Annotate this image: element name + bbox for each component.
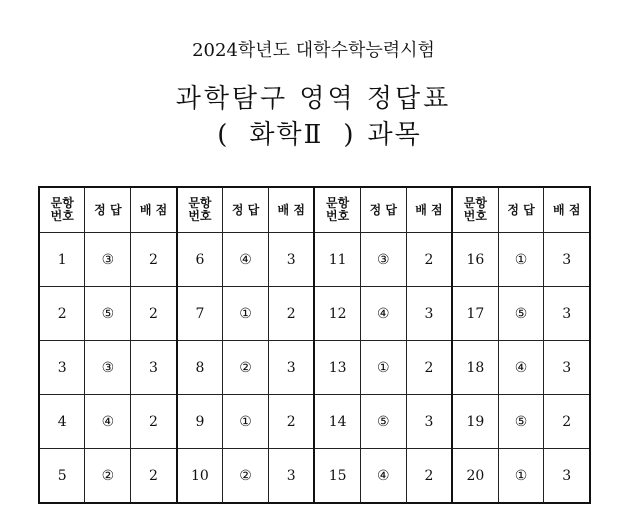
answer-value: ⑤: [498, 395, 544, 449]
points-value: 3: [544, 449, 590, 504]
answer-value: ④: [360, 287, 406, 341]
answer-value: ④: [498, 341, 544, 395]
points-value: 3: [269, 233, 315, 287]
subject-line: [0, 114, 627, 151]
question-number-header: 문항 번호: [177, 187, 223, 233]
question-number: 3: [39, 341, 85, 395]
points-value: 2: [406, 449, 452, 504]
answer-value: ②: [223, 341, 269, 395]
points-value: 2: [269, 287, 315, 341]
question-number: 20: [452, 449, 498, 504]
points-value: 3: [544, 341, 590, 395]
answer-value: ①: [360, 341, 406, 395]
question-number-header: 문항 번호: [452, 187, 498, 233]
answer-value: ②: [85, 449, 131, 504]
question-number-header: 문항 번호: [39, 187, 85, 233]
question-number: 1: [39, 233, 85, 287]
points-header: 배 점: [406, 187, 452, 233]
question-number: 10: [177, 449, 223, 504]
points-value: 2: [131, 233, 177, 287]
points-value: 2: [406, 233, 452, 287]
question-number: 14: [314, 395, 360, 449]
exam-title: 2024학년도 대학수학능력시험: [192, 40, 435, 61]
question-number: 16: [452, 233, 498, 287]
question-number: 6: [177, 233, 223, 287]
answer-value: ④: [85, 395, 131, 449]
points-header: 배 점: [544, 187, 590, 233]
table-row: [39, 449, 590, 504]
question-number-header: 문항 번호: [314, 187, 360, 233]
answer-header: 정 답: [223, 187, 269, 233]
answer-value: ⑤: [498, 287, 544, 341]
answer-value: ③: [85, 233, 131, 287]
question-number: 18: [452, 341, 498, 395]
answer-value: ⑤: [85, 287, 131, 341]
answer-header: 정 답: [85, 187, 131, 233]
points-value: 2: [269, 395, 315, 449]
question-number: 5: [39, 449, 85, 504]
points-value: 3: [131, 341, 177, 395]
question-number: 2: [39, 287, 85, 341]
answer-header: 정 답: [498, 187, 544, 233]
subject-name: 화학Ⅱ: [249, 120, 324, 150]
answer-value: ①: [498, 449, 544, 504]
question-number: 19: [452, 395, 498, 449]
question-number: 13: [314, 341, 360, 395]
points-value: 3: [406, 287, 452, 341]
table-row: [39, 341, 590, 395]
table-row: [39, 287, 590, 341]
table-row: [39, 233, 590, 287]
answer-table: [38, 186, 591, 504]
question-number: 11: [314, 233, 360, 287]
question-number: 4: [39, 395, 85, 449]
header-row: [39, 187, 590, 233]
answer-value: ②: [223, 449, 269, 504]
question-number: 17: [452, 287, 498, 341]
points-value: 2: [131, 449, 177, 504]
points-value: 3: [406, 395, 452, 449]
points-value: 3: [544, 287, 590, 341]
answer-value: ①: [223, 287, 269, 341]
question-number: 7: [177, 287, 223, 341]
answer-header: 정 답: [360, 187, 406, 233]
question-number: 9: [177, 395, 223, 449]
subject-open-paren: (: [217, 120, 230, 150]
document-title: 과학탐구 영역 정답표: [175, 84, 452, 114]
answer-value: ⑤: [360, 395, 406, 449]
points-value: 2: [406, 341, 452, 395]
points-value: 3: [269, 341, 315, 395]
table-row: [39, 395, 590, 449]
answer-value: ①: [223, 395, 269, 449]
answer-value: ①: [498, 233, 544, 287]
question-number: 8: [177, 341, 223, 395]
points-value: 2: [544, 395, 590, 449]
question-number: 12: [314, 287, 360, 341]
points-header: 배 점: [269, 187, 315, 233]
question-number: 15: [314, 449, 360, 504]
subject-suffix: 과목: [367, 120, 422, 150]
points-value: 2: [131, 395, 177, 449]
answer-value: ④: [223, 233, 269, 287]
points-header: 배 점: [131, 187, 177, 233]
answer-value: ③: [85, 341, 131, 395]
subject-close-paren: ): [343, 120, 356, 150]
points-value: 3: [269, 449, 315, 504]
answer-value: ③: [360, 233, 406, 287]
answer-value: ④: [360, 449, 406, 504]
points-value: 3: [544, 233, 590, 287]
points-value: 2: [131, 287, 177, 341]
